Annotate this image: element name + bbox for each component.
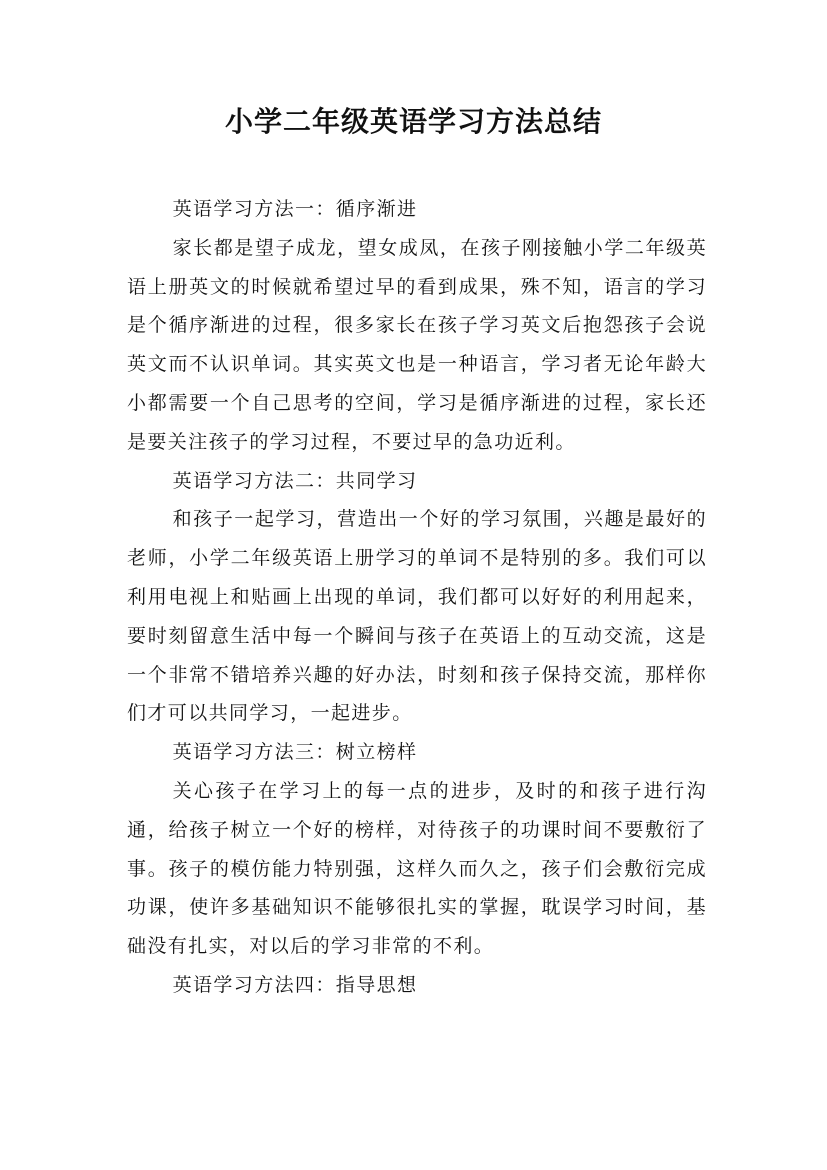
document-body	[127, 190, 707, 1005]
section-paragraph: 家长都是望子成龙，望女成凤，在孩子刚接触小学二年级英语上册英文的时候就希望过早的看到成果，殊不知，语言的学习是个循序渐进的过程，很多家长在孩子学习英文后抱怨孩子会说英文而不认识单词。其实英文也是一种语言，学习者无论年龄大小都需要一个自己思考的空间，学习是循序渐进的过程，家长还是要关注孩子的学习过程，不要过早的急功近利。	[127, 236, 707, 453]
page-title: 小学二年级英语学习方法总结	[224, 105, 602, 138]
section-paragraph: 关心孩子在学习上的每一点的进步，及时的和孩子进行沟通，给孩子树立一个好的榜样，对待孩子的功课时间不要敷衍了事。孩子的模仿能力特别强，这样久而久之，孩子们会敷衍完成功课，使许多基础知识不能够很扎实的掌握，耽误学习时间，基础没有扎实，对以后的学习非常的不利。	[127, 779, 707, 958]
section-heading: 英语学习方法四：指导思想	[172, 973, 418, 996]
section-heading: 英语学习方法二：共同学习	[172, 469, 418, 492]
section-heading: 英语学习方法三：树立榜样	[172, 741, 418, 764]
section-paragraph: 和孩子一起学习，营造出一个好的学习氛围，兴趣是最好的老师，小学二年级英语上册学习的单词不是特别的多。我们可以利用电视上和贴画上出现的单词，我们都可以好好的利用起来，要时刻留意生活中每一个瞬间与孩子在英语上的互动交流，这是一个非常不错培养兴趣的好办法，时刻和孩子保持交流，那样你们才可以共同学习，一起进步。	[127, 508, 707, 725]
section-heading: 英语学习方法一：循序渐进	[172, 198, 418, 220]
